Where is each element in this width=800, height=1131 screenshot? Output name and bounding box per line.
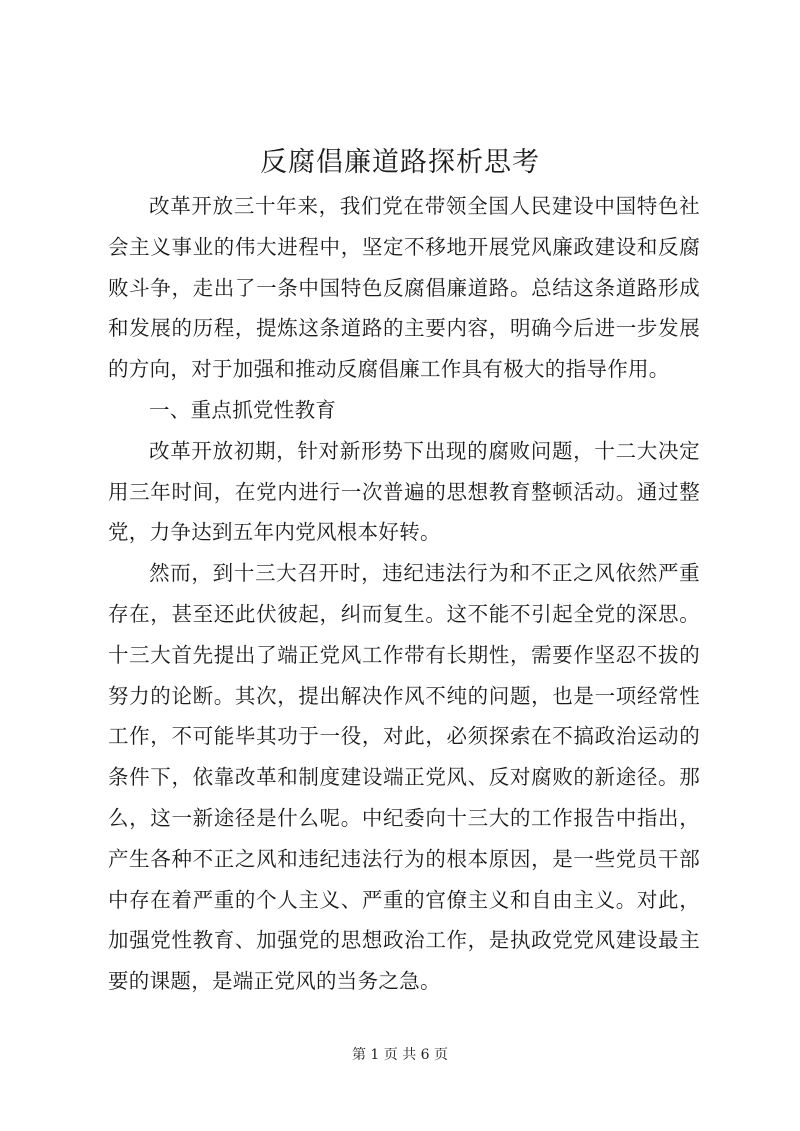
paragraph-13th-congress: 然而，到十三大召开时，违纪违法行为和不正之风依然严重存在，甚至还此伏彼起，纠而复生。这不能不引起全党的深思。十三大首先提出了端正党风工作带有长期性，需要作坚忍不拔的努力的论断。其次，提出解决作风不纯的问题，也是一项经常性工作，不可能毕其功于一役，对此，必须探索在不搞政治运动的条件下，依靠改革和制度建设端正党风、反对腐败的新途径。那么，这一新途径是什么呢。中纪委向十三大的工作报告中指出，产生各种不正之风和违纪违法行为的根本原因，是一些党员干部中存在着严重的个人主义、严重的官僚主义和自由主义。对此，加强党性教育、加强党的思想政治工作，是执政党党风建设最主要的课题，是端正党风的当务之急。 xyxy=(108,561,700,994)
section-heading-1: 一、重点抓党性教育 xyxy=(149,397,337,422)
paragraph-early-reform: 改革开放初期，针对新形势下出现的腐败问题，十二大决定用三年时间，在党内进行一次普遍的思想教育整顿活动。通过整党，力争达到五年内党风根本好转。 xyxy=(108,438,700,545)
page-number-footer: 第 1 页 共 6 页 xyxy=(351,1047,449,1063)
paragraph-intro: 改革开放三十年来，我们党在带领全国人民建设中国特色社会主义事业的伟大进程中，坚定不移地开展党风廉政建设和反腐败斗争，走出了一条中国特色反腐倡廉道路。总结这条道路形成和发展的历程，提炼这条道路的主要内容，明确今后进一步发展的方向，对于加强和推动反腐倡廉工作具有极大的指导作用。 xyxy=(108,194,700,382)
document-title: 反腐倡廉道路探析思考 xyxy=(260,147,540,178)
document-body xyxy=(108,186,700,1002)
